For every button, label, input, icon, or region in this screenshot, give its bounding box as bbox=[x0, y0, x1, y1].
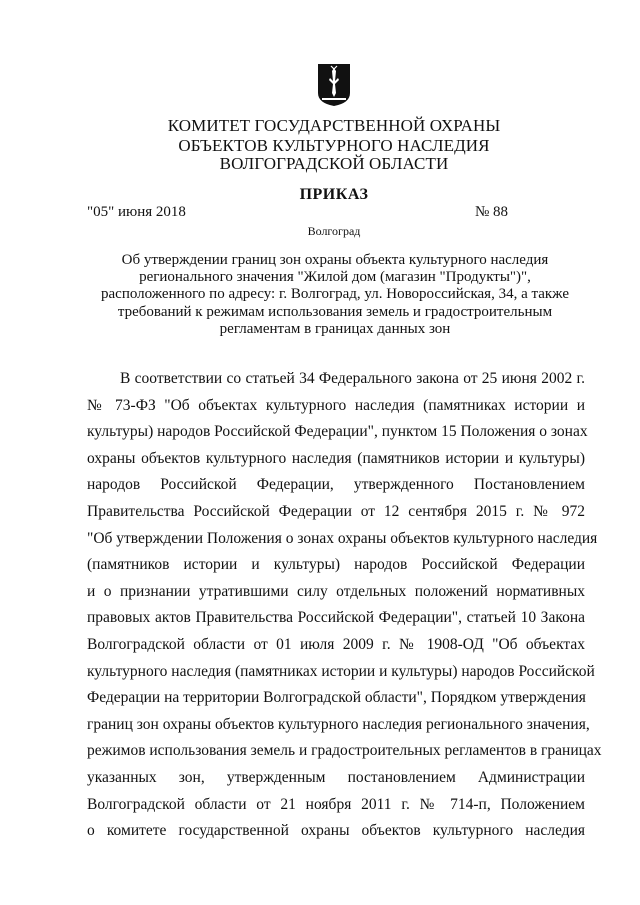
body-line: Правительства Российской Федерации от 12 сентября 2015 г. № 972 bbox=[87, 502, 585, 520]
body-line: и о признании утратившими силу отдельных положений нормативных bbox=[87, 582, 585, 600]
subject-line: Об утверждении границ зон охраны объекта культурного наследия bbox=[121, 252, 549, 268]
body-line: режимов использования земель и градостроительных регламентов в границах bbox=[87, 742, 602, 760]
body-line: границ зон охраны объектов культурного наследия регионального значения, bbox=[87, 715, 590, 733]
body-line: охраны объектов культурного наследия (памятников истории и культуры) bbox=[87, 449, 585, 467]
body-line: "Об утверждении Положения о зонах охраны объектов культурного наследия bbox=[87, 529, 598, 547]
organization-name-line-1: КОМИТЕТ ГОСУДАРСТВЕННОЙ ОХРАНЫ bbox=[167, 116, 501, 135]
subject-line: регламентам в границах данных зон bbox=[219, 320, 451, 337]
order-subject bbox=[80, 252, 590, 338]
order-body-text bbox=[87, 366, 602, 845]
body-line: правовых актов Правительства Российской Федерации", статьей 10 Закона bbox=[87, 609, 585, 627]
body-line: народов Российской Федерации, утвержденного Постановлением bbox=[87, 476, 585, 494]
order-number: № 88 bbox=[475, 204, 509, 220]
body-line: Волгоградской области от 21 ноября 2011 г. № 714-п, Положением bbox=[87, 795, 585, 813]
subject-line: расположенного по адресу: г. Волгоград, ул. Новороссийская, 34, а также bbox=[101, 286, 569, 303]
body-line: (памятников истории и культуры) народов Российской Федерации bbox=[87, 556, 585, 574]
order-title: ПРИКАЗ bbox=[299, 186, 369, 203]
volgograd-coat-of-arms-icon bbox=[317, 63, 351, 107]
body-line: Волгоградской области от 01 июля 2009 г. № 1908-ОД "Об объектах bbox=[87, 635, 585, 653]
organization-name-line-2: ОБЪЕКТОВ КУЛЬТУРНОГО НАСЛЕДИЯ bbox=[178, 136, 490, 155]
order-city: Волгоград bbox=[307, 224, 361, 238]
subject-line: требований к режимам использования земель и градостроительным bbox=[117, 303, 553, 320]
organization-name-line-3: ВОЛГОГРАДСКОЙ ОБЛАСТИ bbox=[219, 154, 449, 173]
body-line: указанных зон, утвержденным постановлением Администрации bbox=[87, 768, 585, 786]
body-line: № 73-ФЗ "Об объектах культурного наследия (памятниках истории и bbox=[87, 396, 585, 414]
body-line: Федерации на территории Волгоградской области", Порядком утверждения bbox=[87, 689, 586, 707]
order-date: "05" июня 2018 bbox=[87, 204, 186, 220]
body-line: культурного наследия (памятниках истории и культуры) народов Российской bbox=[87, 662, 595, 680]
body-line: В соответствии со статьей 34 Федерального закона от 25 июня 2002 г. bbox=[120, 370, 585, 387]
body-line: о комитете государственной охраны объектов культурного наследия bbox=[87, 822, 585, 840]
body-line: культуры) народов Российской Федерации", пунктом 15 Положения о зонах bbox=[87, 423, 588, 441]
subject-line: регионального значения "Жилой дом (магазин "Продукты")", bbox=[139, 269, 531, 286]
